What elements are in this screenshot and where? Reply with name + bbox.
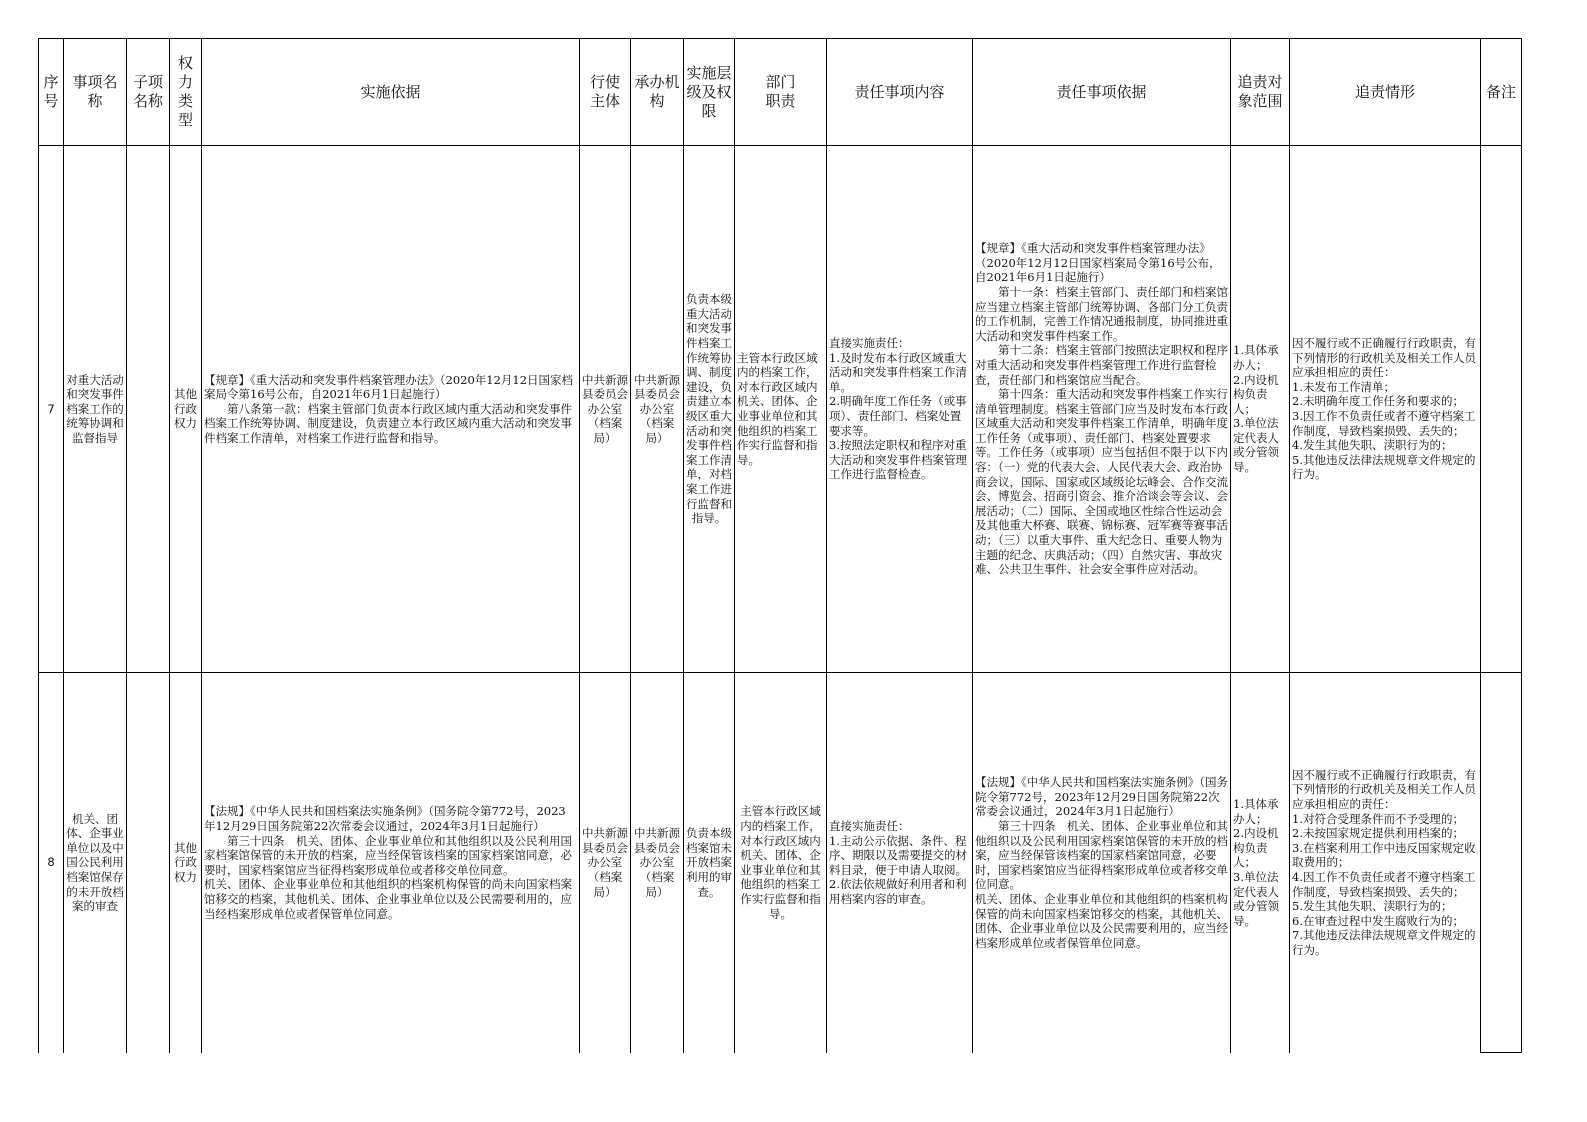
header-item-name: 事项名 称 — [64, 39, 127, 146]
cell-resp-content: 直接实施责任： 1.及时发布本行政区域重大活动和突发事件档案工作清单。 2.明确年度工作任务（或事项）、责任部门、档案处置要求等。 3.按照法定职权和程序对重大活动和突发事件档案管理工作进行监督检查。 — [827, 146, 973, 673]
cell-basis: 【法规】《中华人民共和国档案法实施条例》（国务院令第772号，2023年12月29日国务院第22次常委会议通过，2024年3月1日起施行） 第三十四条 机关、团体、企业事业单位和其他组织以及公民利用国家档案馆保管的未开放的档案，应当经保管该档案的国家档案馆同意，必要时，国家档案馆应当征得档案形成单位或者移交单位同意。 机关、团体、企业事业单位和其他组织的档案机构保管的尚未向国家档案馆移交的档案，其他机关、团体、企业事业单位以及公民需要利用的，应当经档案形成单位或者保管单位同意。 — [202, 673, 580, 1053]
cell-duty: 主管本行政区域内的档案工作，对本行政区域内机关、团体、企业事业单位和其他组织的档案工作实行监督和指导。 — [735, 146, 827, 673]
cell-sub-name — [127, 146, 170, 673]
header-scope: 追责对 象范围 — [1231, 39, 1290, 146]
header-level: 实施层 级及权 限 — [684, 39, 735, 146]
cell-resp-basis: 【法规】《中华人民共和国档案法实施条例》（国务院令第772号，2023年12月29日国务院第22次常委会议通过，2024年3月1日起施行） 第三十四条 机关、团体、企业事业单位和其他组织以及公民利用国家档案馆保管的未开放的档案，应当经保管该档案的国家档案馆同意，必要时，国家档案馆应当征得档案形成单位或者移交单位同意。 机关、团体、企业事业单位和其他组织的档案机构保管的尚未向国家档案馆移交的档案，其他机关、团体、企业事业单位以及公民需要利用的，应当经档案形成单位或者保管单位同意。 — [973, 673, 1231, 1053]
cell-scope: 1.具体承办人； 2.内设机构负责人； 3.单位法定代表人或分管领导。 — [1231, 673, 1290, 1053]
cell-power-type: 其他行政权力 — [170, 673, 202, 1053]
cell-power-type: 其他行政权力 — [170, 146, 202, 673]
header-power-type: 权 力 类 型 — [170, 39, 202, 146]
cell-duty: 主管本行政区域内的档案工作，对本行政区域内机关、团体、企业事业单位和其他组织的档案工作实行监督和指导。 — [735, 673, 827, 1053]
header-row — [39, 39, 1522, 146]
cell-item-name: 对重大活动和突发事件档案工作的统筹协调和监督指导 — [64, 146, 127, 673]
cell-resp-basis: 【规章】《重大活动和突发事件档案管理办法》（2020年12月12日国家档案局令第16号公布，自2021年6月1日起施行） 第十一条：档案主管部门、责任部门和档案馆应当建立档案主管部门统筹协调、各部门分工负责的工作机制，完善工作情况通报制度，协同推进重大活动和突发事件档案工作。 第十二条：档案主管部门按照法定职权和程序对重大活动和突发事件档案管理工作进行监督检查，责任部门和档案馆应当配合。 第十四条：重大活动和突发事件档案工作实行清单管理制度。档案主管部门应当及时发布本行政区域重大活动和突发事件档案工作清单，明确年度工作任务（或事项）、责任部门、档案处置要求等。工作任务（或事项）应当包括但不限于以下内容：（一）党的代表大会、人民代表大会、政治协商会议，国际、国家或区域级论坛峰会、合作交流会、博览会、招商引资会、推介洽谈会等会议、会展活动；（二）国际、全国或地区性综合性运动会及其他重大杯赛、联赛、锦标赛、冠军赛等赛事活动；（三）以重大事件、重大纪念日、重要人物为主题的纪念、庆典活动；（四）自然灾害、事故灾难、公共卫生事件、社会安全事件应对活动。 — [973, 146, 1231, 673]
header-sub-name: 子项 名称 — [127, 39, 170, 146]
header-seq: 序 号 — [39, 39, 64, 146]
cell-agency: 中共新源县委员会办公室（档案局） — [631, 673, 684, 1053]
table-row — [39, 146, 1522, 673]
header-resp-content: 责任事项内容 — [827, 39, 973, 146]
cell-situation: 因不履行或不正确履行行政职责，有下列情形的行政机关及相关工作人员应承担相应的责任： 1.未发布工作清单； 2.未明确年度工作任务和要求的； 3.因工作不负责任或者不遵守档案工作制度，导致档案损毁、丢失的； 4.发生其他失职、渎职行为的； 5.其他违反法律法规规章文件规定的行为。 — [1290, 146, 1481, 673]
power-list-table — [38, 38, 1522, 1053]
cell-scope: 1.具体承办人； 2.内设机构负责人； 3.单位法定代表人或分管领导。 — [1231, 146, 1290, 673]
cell-seq: 7 — [39, 146, 64, 673]
cell-sub-name — [127, 673, 170, 1053]
cell-subject: 中共新源县委员会办公室（档案局） — [580, 673, 631, 1053]
cell-item-name: 机关、团体、企事业单位以及中国公民利用档案馆保存的未开放档案的审查 — [64, 673, 127, 1053]
cell-agency: 中共新源县委员会办公室（档案局） — [631, 146, 684, 673]
header-resp-basis: 责任事项依据 — [973, 39, 1231, 146]
cell-subject: 中共新源县委员会办公室（档案局） — [580, 146, 631, 673]
table-row — [39, 673, 1522, 1053]
header-situation: 追责情形 — [1290, 39, 1481, 146]
cell-remark — [1481, 673, 1522, 1053]
cell-level: 负责本级重大活动和突发事件档案工作统筹协调、制度建设，负责建立本级区重大活动和突发事件档案工作清单，对档案工作进行监督和指导。 — [684, 146, 735, 673]
header-remark: 备注 — [1481, 39, 1522, 146]
header-subject: 行使 主体 — [580, 39, 631, 146]
header-duty: 部门 职责 — [735, 39, 827, 146]
header-agency: 承办机 构 — [631, 39, 684, 146]
cell-remark — [1481, 146, 1522, 673]
cell-resp-content: 直接实施责任： 1.主动公示依据、条件、程序、期限以及需要提交的材料目录，便于申请人取阅。 2.依法依规做好利用者和利用档案内容的审查。 — [827, 673, 973, 1053]
cell-level: 负责本级档案馆未开放档案利用的审查。 — [684, 673, 735, 1053]
cell-seq: 8 — [39, 673, 64, 1053]
header-basis: 实施依据 — [202, 39, 580, 146]
cell-basis: 【规章】《重大活动和突发事件档案管理办法》（2020年12月12日国家档案局令第16号公布，自2021年6月1日起施行） 第八条第一款：档案主管部门负责本行政区域内重大活动和突发事件档案工作统筹协调、制度建设，负责建立本行政区域内重大活动和突发事件档案工作清单，对档案工作进行监督和指导。 — [202, 146, 580, 673]
cell-situation: 因不履行或不正确履行行政职责，有下列情形的行政机关及相关工作人员应承担相应的责任： 1.对符合受理条件而不予受理的； 2.未按国家规定提供利用档案的； 3.在档案利用工作中违反国家规定收取费用的； 4.因工作不负责任或者不遵守档案工作制度，导致档案损毁、丢失的； 5.发生其他失职、渎职行为的； 6.在审查过程中发生腐败行为的； 7.其他违反法律法规规章文件规定的行为。 — [1290, 673, 1481, 1053]
